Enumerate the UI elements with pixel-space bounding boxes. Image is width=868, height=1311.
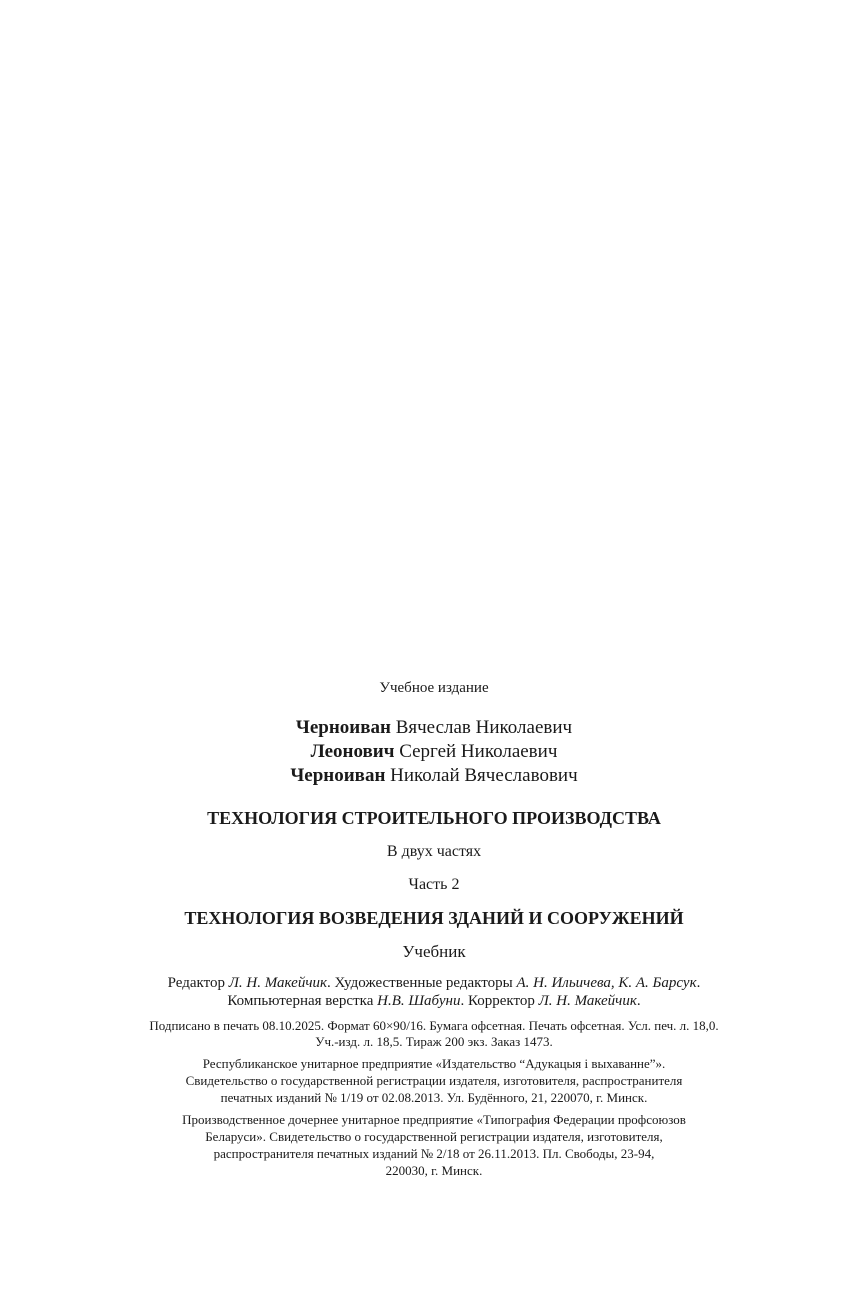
publisher-info-line: Свидетельство о государственной регистрации издателя, изготовителя, распространителя bbox=[185, 1073, 683, 1088]
author-given-names: Николай Вячеславович bbox=[390, 765, 578, 786]
editor-name: Л. Н. Макейчик bbox=[228, 975, 327, 991]
parts-note: В двух частях bbox=[386, 843, 482, 860]
edition-type: Учебное издание bbox=[379, 680, 489, 696]
part-number: Часть 2 bbox=[408, 876, 460, 893]
editor-label: Редактор bbox=[167, 975, 225, 991]
publisher-info-line: печатных изданий № 1/19 от 02.08.2013. Ул. Будённого, 21, 220070, г. Минск. bbox=[220, 1090, 648, 1105]
proofreader-name: Л. Н. Макейчик bbox=[538, 993, 637, 1009]
author-surname: Леонович bbox=[310, 741, 395, 762]
editors-line-2 bbox=[0, 993, 868, 1010]
author-surname: Черноиван bbox=[290, 765, 386, 786]
proofreader-label: . Корректор bbox=[460, 993, 535, 1009]
author-1 bbox=[0, 717, 868, 739]
author-2 bbox=[0, 741, 868, 763]
punctuation: . bbox=[696, 975, 701, 991]
printer-info-line: Производственное дочернее унитарное предприятие «Типография Федерации профсоюзов bbox=[182, 1112, 686, 1127]
author-given-names: Вячеслав Николаевич bbox=[395, 717, 573, 738]
author-3 bbox=[0, 765, 868, 787]
punctuation: . bbox=[636, 993, 641, 1009]
print-info-line: Уч.-изд. л. 18,5. Тираж 200 экз. Заказ 1473. bbox=[315, 1034, 553, 1049]
art-editors-label: . Художественные редакторы bbox=[327, 975, 513, 991]
book-subtitle: ТЕХНОЛОГИЯ ВОЗВЕДЕНИЯ ЗДАНИЙ И СООРУЖЕНИЙ bbox=[184, 908, 684, 928]
author-surname: Черноиван bbox=[295, 717, 391, 738]
layout-label: Компьютерная верстка bbox=[227, 993, 374, 1009]
editors-line-1 bbox=[0, 975, 868, 992]
art-editors-names: А. Н. Ильичева, К. А. Барсук bbox=[516, 975, 697, 991]
author-given-names: Сергей Николаевич bbox=[399, 741, 558, 762]
printer-info-line: 220030, г. Минск. bbox=[385, 1163, 483, 1178]
print-info-line: Подписано в печать 08.10.2025. Формат 60×90/16. Бумага офсетная. Печать офсетная. Усл. печ. л. 18,0. bbox=[149, 1018, 719, 1033]
book-title: ТЕХНОЛОГИЯ СТРОИТЕЛЬНОГО ПРОИЗВОДСТВА bbox=[207, 808, 661, 828]
book-type: Учебник bbox=[402, 942, 466, 961]
printer-info-line: распространителя печатных изданий № 2/18 от 26.11.2013. Пл. Свободы, 23-94, bbox=[213, 1146, 655, 1161]
layout-name: Н.В. Шабуни bbox=[377, 993, 461, 1009]
printer-info-line: Беларуси». Свидетельство о государственной регистрации издателя, изготовителя, bbox=[205, 1129, 663, 1144]
publisher-info-line: Республиканское унитарное предприятие «Издательство “Адукацыя і выхаванне”». bbox=[202, 1056, 666, 1071]
